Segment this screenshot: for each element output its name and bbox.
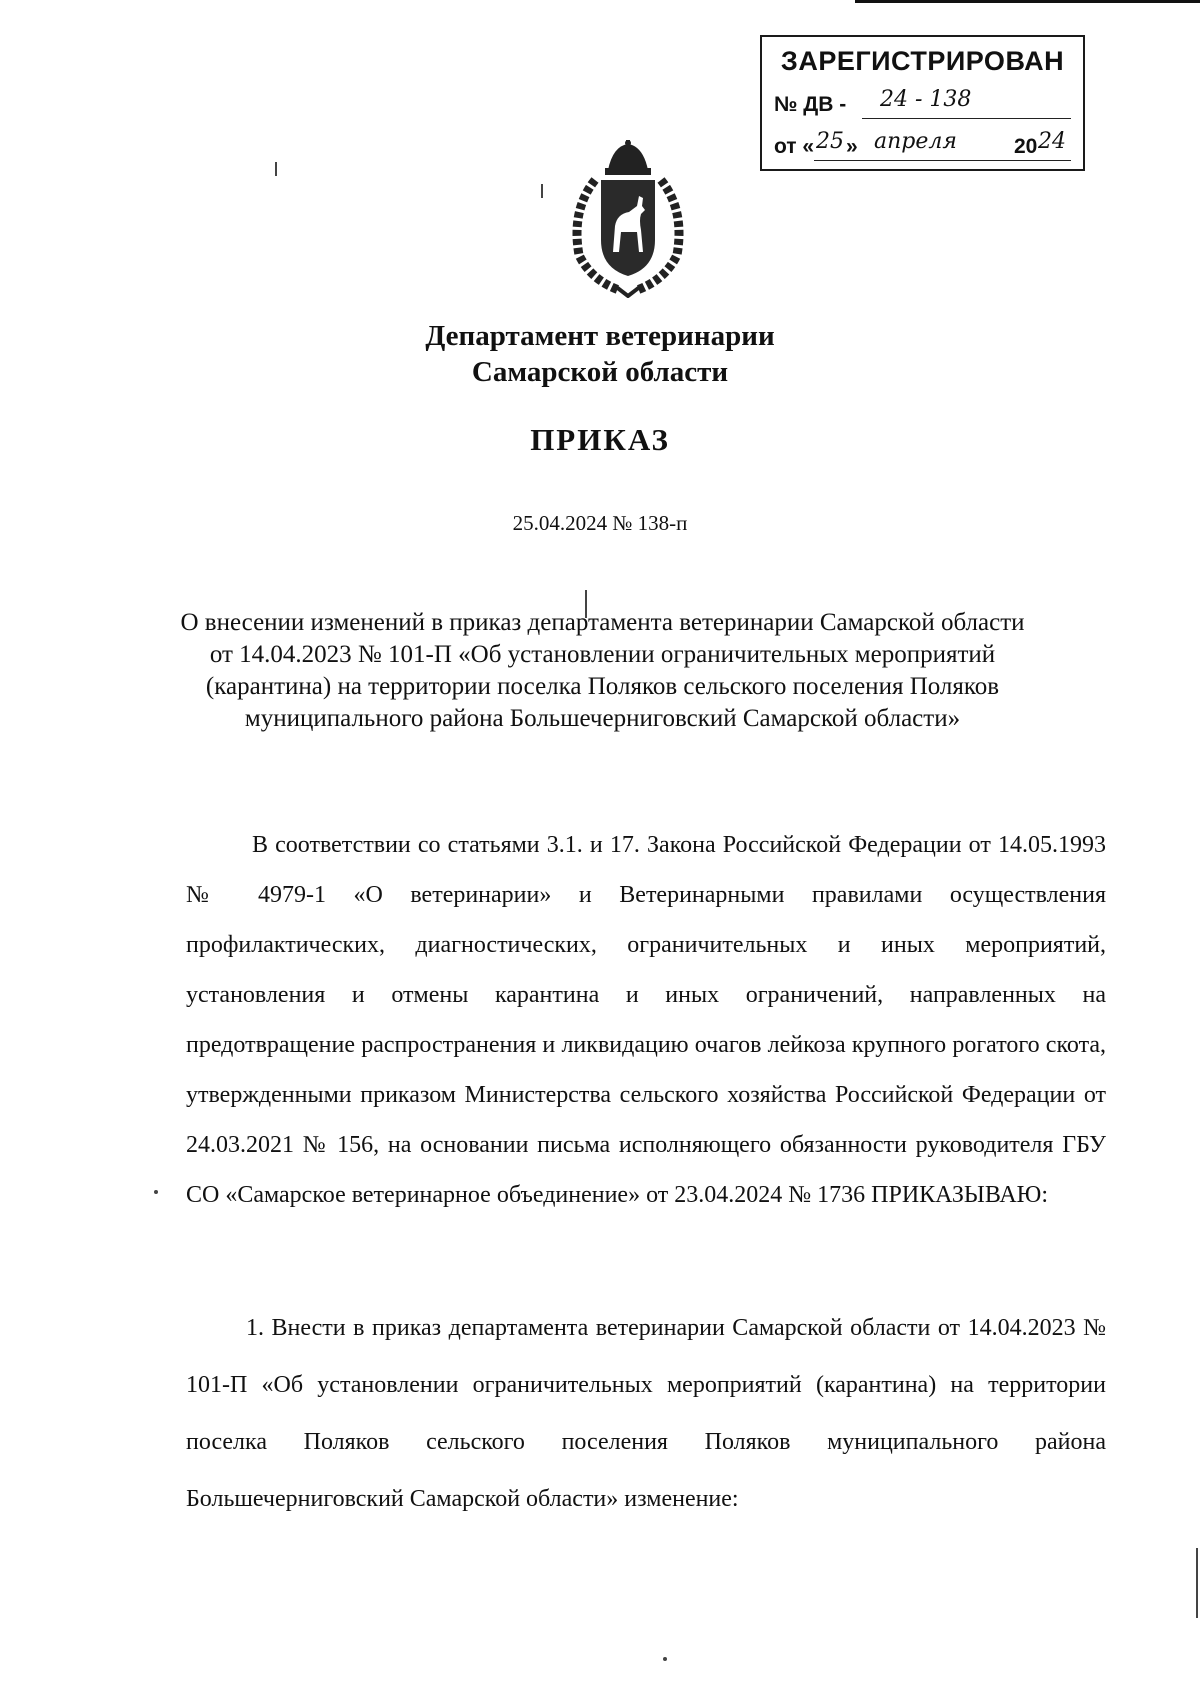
body-paragraph-2: 1. Внести в приказ департамента ветеринарии Самарской области от 14.04.2023 № 101-П «Об установлении ограничительных мероприятий (карантина) на территории поселка Поляков сельского поселения Поляков муниципального района Большечерниговский Самарской области» изменение: [186,1315,1106,1512]
top-edge-rule [855,0,1200,3]
stamp-date-mid: » [846,135,858,158]
department-line-1: Департамент ветеринарии [425,320,775,352]
stamp-date-prefix: от « [774,135,815,158]
scan-speck [663,1657,667,1661]
stamp-date-year-printed: 20 [1014,135,1038,158]
scan-speck [541,184,543,198]
stamp-number-row [774,87,1071,121]
stamp-date-row [774,129,1071,163]
department-name [0,318,1200,390]
document-type: ПРИКАЗ [530,422,670,457]
stamp-date-underline [814,160,1071,161]
scan-speck [1196,1548,1198,1618]
stamp-number-prefix: № ДВ - [774,93,847,116]
stamp-date-year-handwritten: 24 [1038,129,1066,154]
stamp-date-day: 25 [816,129,844,154]
document-subject: О внесении изменений в приказ департамента ветеринарии Самарской области от 14.04.2023 № 101-П «Об установлении ограничительных мероприятий (карантина) на территории поселка Поляков сельского поселения Поляков муниципального района Большечерниговский Самарской области» [180,609,1025,732]
scan-speck [275,162,277,176]
stamp-number-handwritten: 24 - 138 [880,87,972,112]
document-date-number: 25.04.2024 № 138-п [512,511,688,535]
body-paragraph-1: В соответствии со статьями 3.1. и 17. Закона Российской Федерации от 14.05.1993 № 4979-1 «О ветеринарии» и Ветеринарными правилами осуществления профилактических, диагностических, ограничительных и иных мероприятий, установления и отмены карантина и иных ограничений, направленных на предотвращение распространения и ликвидацию очагов лейкоза крупного рогатого скота, утвержденными приказом Министерства сельского хозяйства Российской Федерации от 24.03.2021 № 156, на основании письма исполняющего обязанности руководителя ГБУ СО «Самарское ветеринарное объединение» от 23.04.2024 № 1736 ПРИКАЗЫВАЮ: [186,832,1106,1208]
stamp-title: ЗАРЕГИСТРИРОВАН [780,46,1065,76]
stamp-number-underline [862,118,1071,119]
stamp-date-month: апреля [874,129,957,154]
registration-stamp [760,35,1085,171]
coat-of-arms-icon [563,140,693,298]
department-line-2: Самарской области [471,356,729,388]
scan-speck [154,1190,158,1194]
